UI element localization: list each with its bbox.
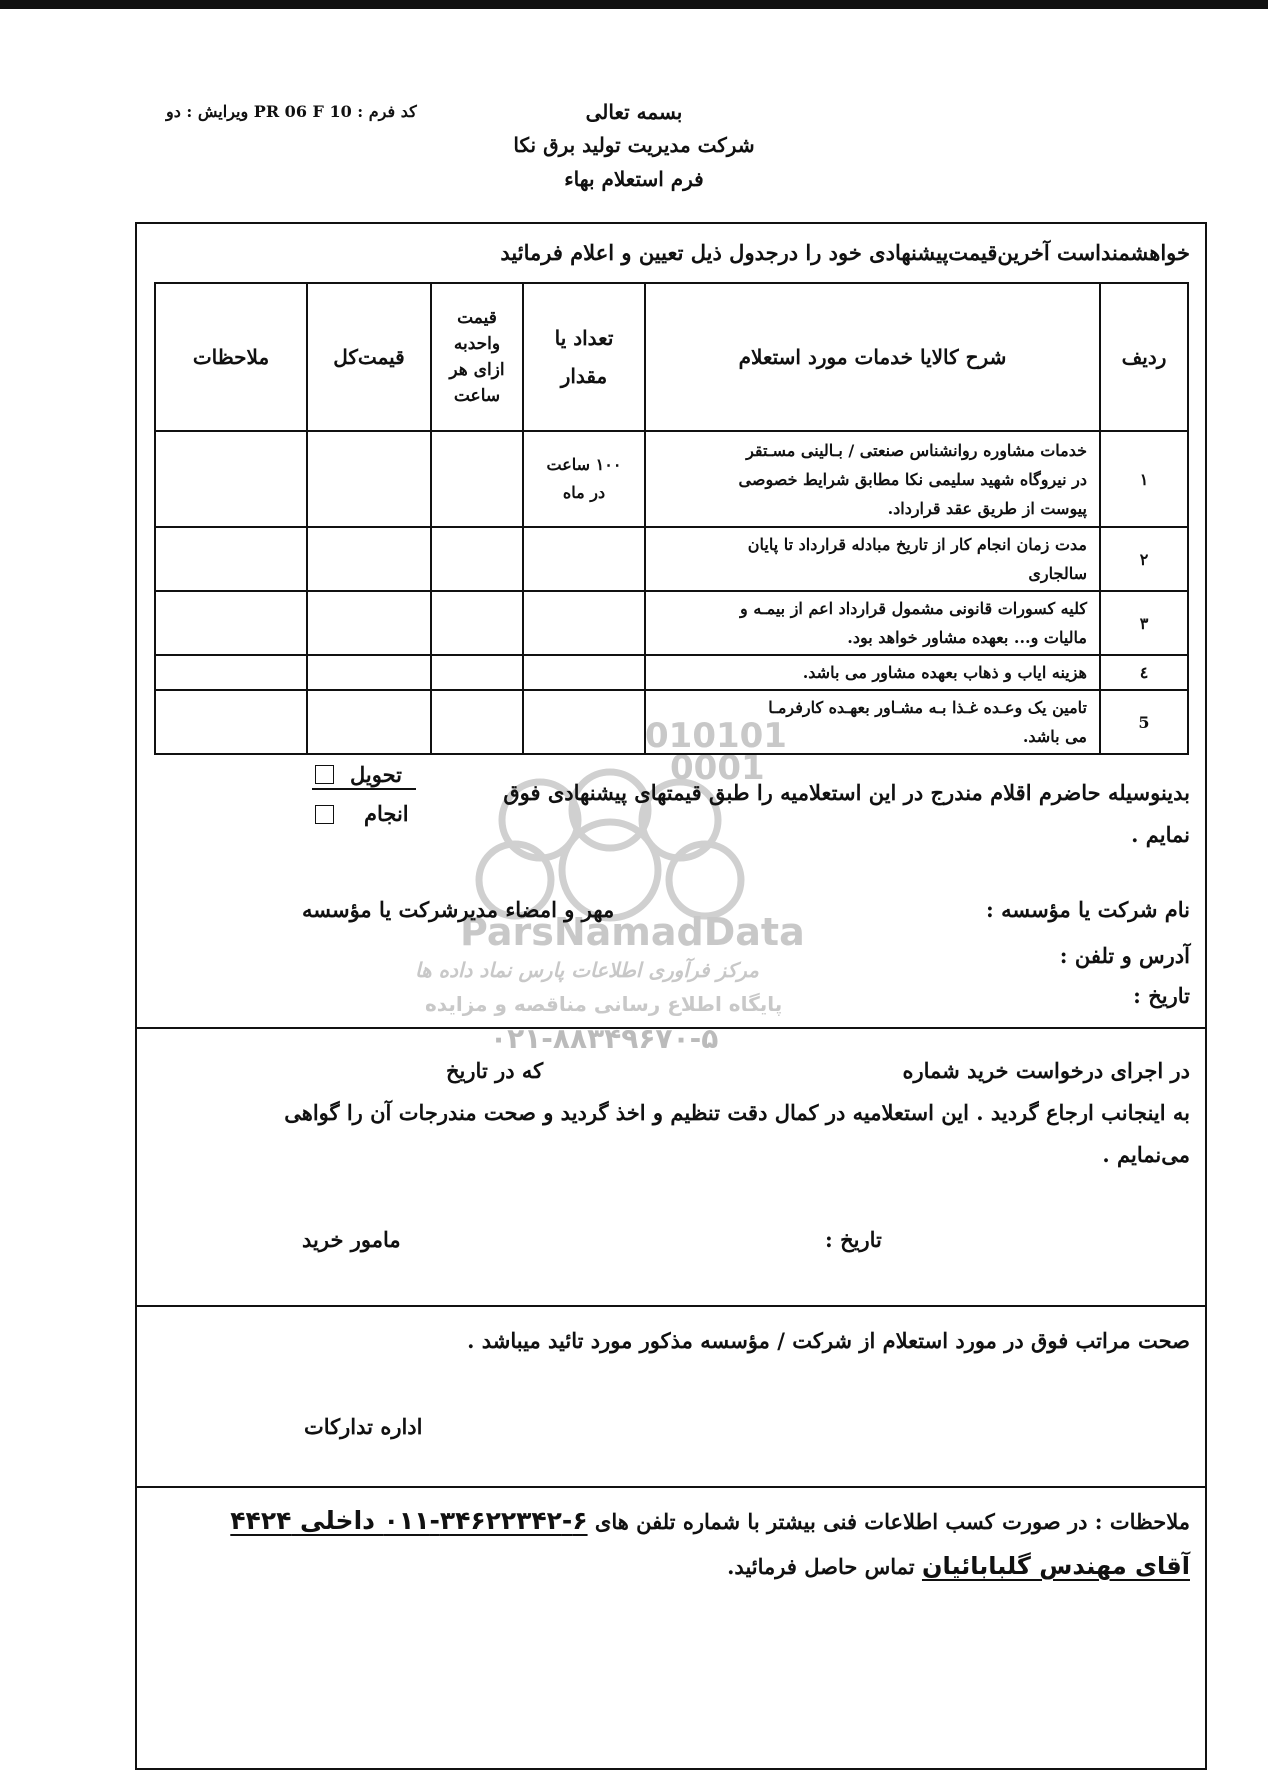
row-unit-price-cell[interactable] bbox=[431, 527, 523, 591]
purchase-date-label: تاریخ : bbox=[825, 1227, 882, 1252]
purchase-date-ref-label: که در تاریخ bbox=[446, 1058, 544, 1083]
option-perform-label: انجام bbox=[364, 801, 409, 826]
bismillah: بسمه تعالی bbox=[585, 100, 683, 124]
header-unit-price-line1: قیمت bbox=[457, 308, 497, 328]
row-total-price-cell[interactable] bbox=[307, 690, 431, 754]
watermark-phone: ۰۲۱-۸۸۳۴۹۶۷۰-۵ bbox=[490, 1022, 719, 1055]
purchase-officer-label: مامور خرید bbox=[302, 1227, 401, 1252]
row-number: ۲ bbox=[1100, 527, 1188, 591]
watermark-digits-2: 0001 bbox=[670, 748, 765, 788]
header-quantity-line2: مقدار bbox=[560, 364, 608, 388]
row-notes-cell[interactable] bbox=[155, 690, 307, 754]
delivery-checkbox[interactable] bbox=[315, 765, 334, 784]
notes-contact-person: آقای مهندس گلبابائیان bbox=[921, 1552, 1190, 1580]
table-header-row bbox=[155, 283, 1188, 431]
row-description bbox=[645, 591, 1100, 655]
seal-signature-label: مهر و امضاء مدیرشرکت یا مؤسسه bbox=[302, 897, 615, 922]
row-notes-cell[interactable] bbox=[155, 431, 307, 527]
row-total-price-cell[interactable] bbox=[307, 527, 431, 591]
table-row bbox=[155, 655, 1188, 690]
perform-checkbox[interactable] bbox=[315, 805, 334, 824]
row-number: 5 bbox=[1100, 690, 1188, 754]
row-description-line: در نیروگاه شهید سلیمی نکا مطابق شرایط خصوصی bbox=[738, 469, 1087, 489]
table-row bbox=[155, 431, 1188, 527]
header-unit-price-line4: ساعت bbox=[453, 386, 501, 406]
notes-line1 bbox=[230, 1506, 1190, 1535]
row-description bbox=[645, 690, 1100, 754]
row-description-line: تامین یک وعـده غـذا بـه مشـاور بعهـده کارفرمـا bbox=[768, 698, 1087, 717]
row-unit-price-cell[interactable] bbox=[431, 591, 523, 655]
table-row bbox=[155, 591, 1188, 655]
row-description-line: مالیات و... بعهده مشاور خواهد بود. bbox=[847, 628, 1087, 647]
notes-suffix: تماس حاصل فرمائید. bbox=[727, 1554, 915, 1579]
header-unit-price-line3: ازای هر bbox=[449, 360, 505, 380]
items-table bbox=[154, 282, 1189, 755]
row-description-line: می باشد. bbox=[1022, 727, 1087, 746]
row-quantity-cell[interactable] bbox=[523, 655, 645, 690]
header-unit-price-line2: واحدبه bbox=[453, 334, 501, 354]
address-phone-label: آدرس و تلفن : bbox=[1059, 943, 1190, 968]
watermark-line-fa1: مرکز فرآوری اطلاعات پارس نماد داده ها bbox=[415, 958, 759, 982]
approval-statement: صحت مراتب فوق در مورد استعلام از شرکت / مؤسسه مذکور مورد تائید میباشد . bbox=[467, 1328, 1190, 1353]
notes-line2 bbox=[727, 1552, 1190, 1580]
row-unit-price-cell[interactable] bbox=[431, 431, 523, 527]
row-number: ۱ bbox=[1100, 431, 1188, 527]
row-total-price-cell[interactable] bbox=[307, 655, 431, 690]
declaration-line2: نمایم . bbox=[1131, 822, 1190, 847]
row-number: ٤ bbox=[1100, 655, 1188, 690]
row-description-line: مدت زمان انجام کار از تاریخ مبادله قرارداد تا پایان bbox=[747, 535, 1087, 554]
row-notes-cell[interactable] bbox=[155, 527, 307, 591]
declaration-line1: بدینوسیله حاضرم اقلام مندرج در این استعلامیه را طبق قیمتهای پیشنهادی فوق bbox=[503, 780, 1190, 805]
row-description: هزینه ایاب و ذهاب بعهده مشاور می باشد. bbox=[645, 655, 1100, 690]
row-unit-price-cell[interactable] bbox=[431, 655, 523, 690]
notes-prefix: ملاحظات : در صورت کسب اطلاعات فنی بیشتر با شماره تلفن های bbox=[594, 1509, 1190, 1534]
purchase-request-label: در اجرای درخواست خرید شماره bbox=[902, 1058, 1190, 1083]
form-title: فرم استعلام بهاء bbox=[564, 167, 704, 191]
header-notes: ملاحظات bbox=[155, 283, 307, 431]
row-description-line: خدمات مشاوره روانشناس صنعتی / بـالینی مسـتقر bbox=[746, 440, 1087, 460]
row-quantity-cell[interactable] bbox=[523, 690, 645, 754]
row-description-line: پیوست از طریق عقد قرارداد. bbox=[887, 498, 1087, 518]
header-quantity-line1: تعداد یا bbox=[554, 326, 614, 350]
row-quantity-cell[interactable] bbox=[523, 591, 645, 655]
row-total-price-cell[interactable] bbox=[307, 591, 431, 655]
row-number: ۳ bbox=[1100, 591, 1188, 655]
row-notes-cell[interactable] bbox=[155, 591, 307, 655]
row-description bbox=[645, 527, 1100, 591]
procurement-dept-label: اداره تدارکات bbox=[304, 1414, 423, 1439]
row-quantity bbox=[523, 431, 645, 527]
notes-phone: ۶-۳۴۶۲۲۳۴۲-۰۱۱ داخلی ۴۴۲۴ bbox=[230, 1506, 588, 1535]
company-name: شرکت مدیریت تولید برق نکا bbox=[513, 133, 755, 157]
option-divider bbox=[312, 788, 416, 790]
row-total-price-cell[interactable] bbox=[307, 431, 431, 527]
row-unit-price-cell[interactable] bbox=[431, 690, 523, 754]
row-quantity-line: در ماه bbox=[562, 483, 606, 502]
form-code: کد فرم : PR 06 F 10 ویرایش : دو bbox=[166, 102, 417, 121]
header-total-price: قیمت‌کل bbox=[307, 283, 431, 431]
table-row bbox=[155, 690, 1188, 754]
purchase-statement-end: می‌نمایم . bbox=[1102, 1142, 1190, 1167]
header-unit-price bbox=[431, 283, 523, 431]
watermark-brand: ParsNamadData bbox=[460, 910, 805, 954]
intro-text: خواهشمنداست آخرین‌قیمت‌پیشنهادی خود را درجدول ذیل تعیین و اعلام فرمائید bbox=[500, 240, 1190, 265]
header-quantity bbox=[523, 283, 645, 431]
row-notes-cell[interactable] bbox=[155, 655, 307, 690]
option-delivery-label: تحویل bbox=[350, 762, 402, 787]
watermark-digits-1: 010101 bbox=[645, 716, 787, 756]
header-description: شرح کالایا خدمات مورد استعلام bbox=[645, 283, 1100, 431]
row-description-line: کلیه کسورات قانونی مشمول قرارداد اعم از بیمـه و bbox=[740, 599, 1087, 618]
top-border-bar bbox=[0, 0, 1268, 9]
row-description bbox=[645, 431, 1100, 527]
row-quantity-cell[interactable] bbox=[523, 527, 645, 591]
watermark-line-fa2: پایگاه اطلاع رسانی مناقصه و مزایده bbox=[425, 992, 783, 1016]
table-row bbox=[155, 527, 1188, 591]
header-row-number: ردیف bbox=[1100, 283, 1188, 431]
purchase-statement-line: به اینجانب ارجاع گردید . این استعلامیه در کمال دقت تنظیم و اخذ گردید و صحت مندرجات آن را گواهی bbox=[284, 1100, 1190, 1125]
row-description-line: سالجاری bbox=[1028, 564, 1087, 583]
company-name-label: نام شرکت یا مؤسسه : bbox=[986, 897, 1190, 922]
company-date-label: تاریخ : bbox=[1133, 983, 1190, 1008]
row-quantity-line: ۱۰۰ ساعت bbox=[546, 455, 622, 474]
